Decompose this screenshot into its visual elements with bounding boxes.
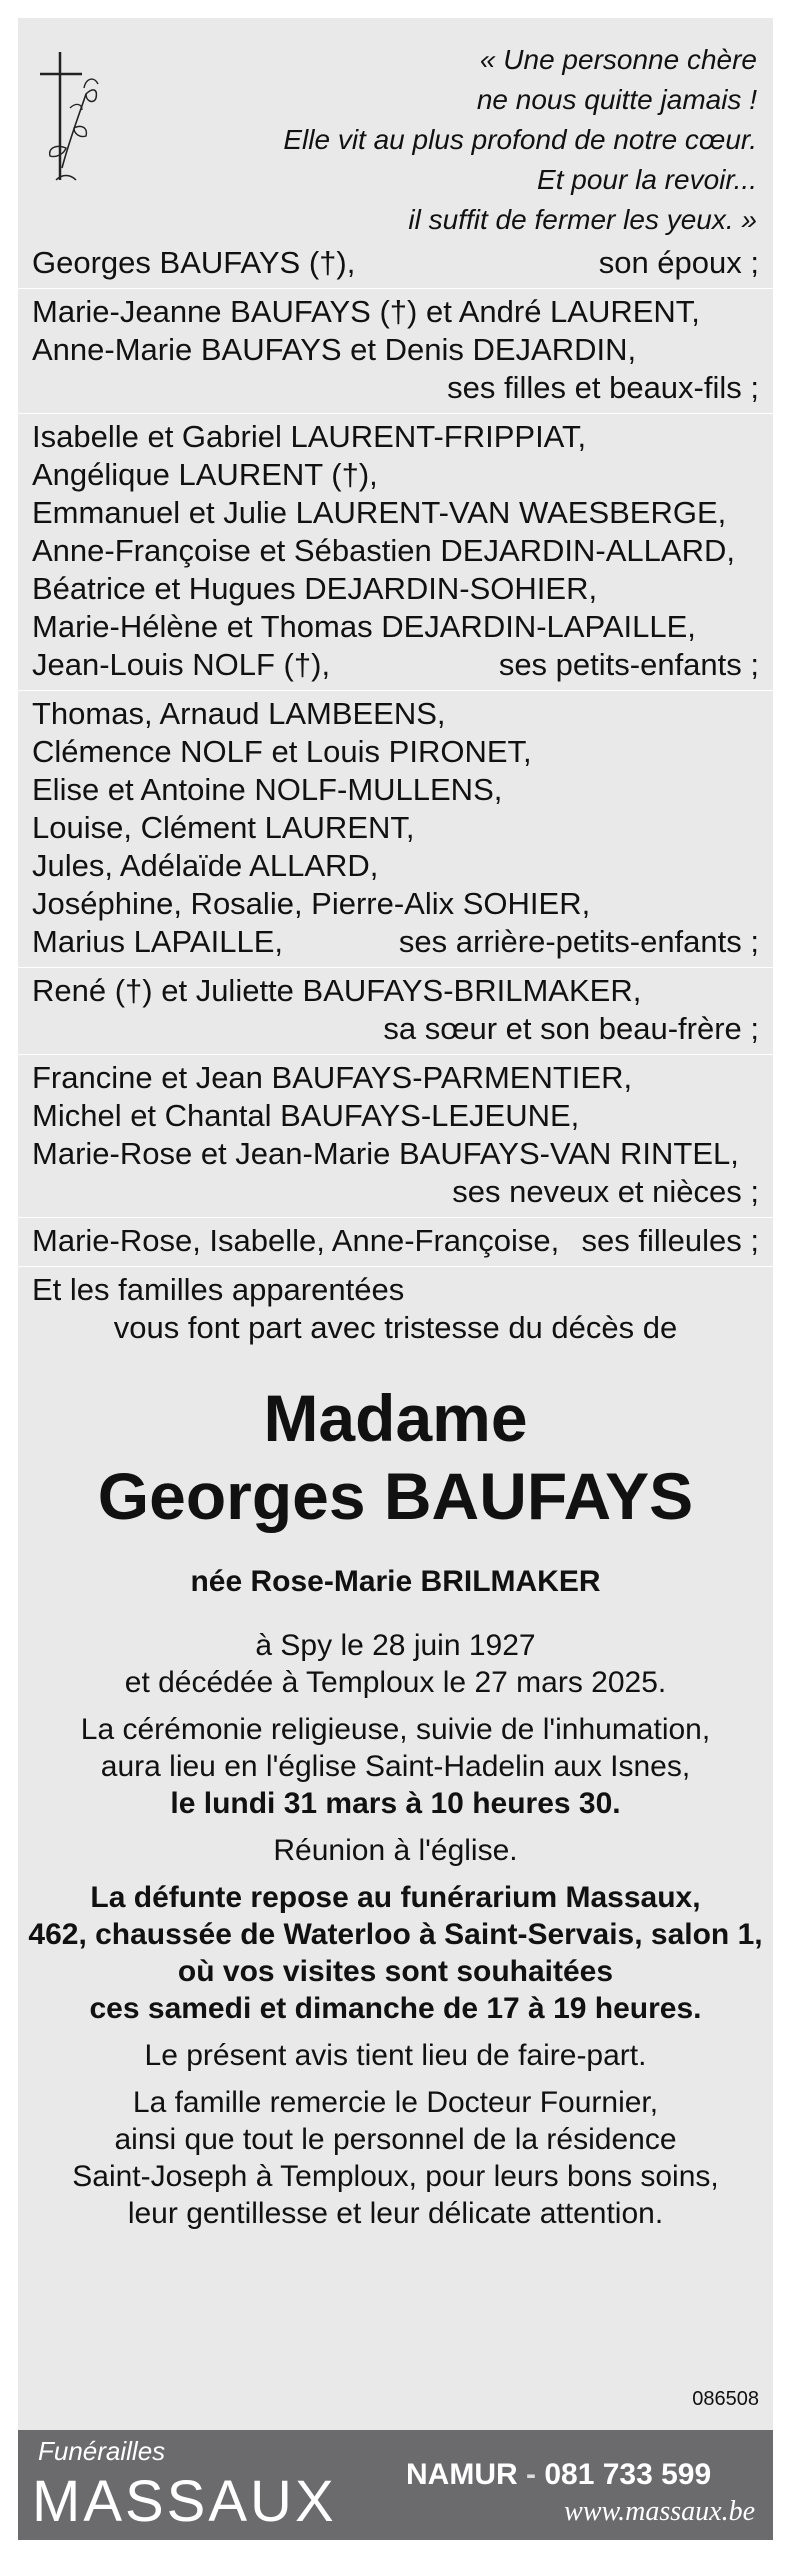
mourner-names: Jean-Louis NOLF (†), xyxy=(32,647,331,682)
detail-line: où vos visites sont souhaitées xyxy=(177,1955,614,1988)
relationship-label: ses filleules ; xyxy=(581,1223,759,1258)
spacer xyxy=(18,1701,773,1711)
mourner-line xyxy=(32,494,759,532)
relationship-label: ses petits-enfants ; xyxy=(498,647,759,682)
mourner-names: Clémence NOLF et Louis PIRONET, xyxy=(32,734,532,769)
spacer xyxy=(18,1822,773,1832)
reference-number: 086508 xyxy=(692,2388,759,2410)
detail-line: aura lieu en l'église Saint-Hadelin aux Isnes, xyxy=(100,1750,691,1783)
mourner-names: Joséphine, Rosalie, Pierre-Alix SOHIER, xyxy=(32,886,591,921)
spacer xyxy=(18,2074,773,2084)
mourner-names: Marie-Rose, Isabelle, Anne-Françoise, xyxy=(32,1223,560,1258)
family-group xyxy=(18,240,773,288)
obituary-notice xyxy=(18,18,773,2540)
mourners-list xyxy=(18,240,773,2232)
mourner-names: Emmanuel et Julie LAURENT-VAN WAESBERGE, xyxy=(32,495,727,530)
mourner-line xyxy=(32,809,759,847)
mourner-names: Angélique LAURENT (†), xyxy=(32,457,378,492)
mourner-line xyxy=(32,885,759,923)
detail-line: le lundi 31 mars à 10 heures 30. xyxy=(170,1787,621,1820)
funeral-home-footer xyxy=(18,2430,773,2540)
poem-line: « Une personne chère xyxy=(479,44,757,75)
relationship-label: sa sœur et son beau-frère ; xyxy=(383,1011,759,1046)
phone-number[interactable]: 081 733 599 xyxy=(544,2458,712,2491)
mourner-line xyxy=(32,532,759,570)
intro-announcement: vous font part avec tristesse du décès de xyxy=(113,1310,678,1345)
detail-line: à Spy le 28 juin 1927 xyxy=(255,1629,536,1662)
intro-line: Et les familles apparentées xyxy=(18,1266,773,1309)
mourner-line xyxy=(32,771,759,809)
detail-line: 462, chaussée de Waterloo à Saint-Servais, salon 1, xyxy=(28,1918,763,1951)
detail-line: ainsi que tout le personnel de la résidence xyxy=(114,2123,677,2156)
poem-line: il suffit de fermer les yeux. » xyxy=(408,204,757,235)
family-group xyxy=(18,413,773,690)
brand-logo: MASSAUX xyxy=(32,2469,337,2534)
mourner-names: Thomas, Arnaud LAMBEENS, xyxy=(32,696,446,731)
city: NAMUR xyxy=(406,2458,518,2491)
separator: - xyxy=(526,2458,536,2491)
mourner-line xyxy=(32,1097,759,1135)
mourner-line xyxy=(32,733,759,771)
mourner-names: Béatrice et Hugues DEJARDIN-SOHIER, xyxy=(32,571,598,606)
mourner-names: Marie-Jeanne BAUFAYS (†) et André LAURENT, xyxy=(32,294,700,329)
detail-line: Réunion à l'église. xyxy=(273,1834,518,1867)
brand-small: Funérailles xyxy=(38,2436,166,2466)
website-link[interactable]: www.massaux.be xyxy=(564,2496,755,2527)
family-group xyxy=(18,1054,773,1217)
detail-line: Saint-Joseph à Temploux, pour leurs bons soins, xyxy=(72,2160,719,2193)
mourner-line xyxy=(32,331,759,369)
mourner-names: Francine et Jean BAUFAYS-PARMENTIER, xyxy=(32,1060,633,1095)
mourner-names: Michel et Chantal BAUFAYS-LEJEUNE, xyxy=(32,1098,580,1133)
mourner-line xyxy=(32,972,759,1010)
mourner-names: Marie-Rose et Jean-Marie BAUFAYS-VAN RINTEL, xyxy=(32,1136,739,1171)
mourner-line xyxy=(32,695,759,733)
mourner-names: Anne-Françoise et Sébastien DEJARDIN-ALLARD, xyxy=(32,533,735,568)
detail-line: ces samedi et dimanche de 17 à 19 heures. xyxy=(89,1992,702,2025)
deceased-title: Madame xyxy=(263,1381,528,1455)
mourner-names: Louise, Clément LAURENT, xyxy=(32,810,415,845)
mourner-line xyxy=(32,418,759,456)
poem-line: ne nous quitte jamais ! xyxy=(476,84,757,115)
memorial-poem xyxy=(117,40,757,240)
mourner-names: Jules, Adélaïde ALLARD, xyxy=(32,848,379,883)
detail-line: et décédée à Temploux le 27 mars 2025. xyxy=(124,1666,667,1699)
deceased-name: Georges BAUFAYS xyxy=(97,1459,694,1533)
mourner-line xyxy=(32,608,759,646)
mourner-line xyxy=(32,244,759,282)
detail-line: La famille remercie le Docteur Fournier, xyxy=(132,2086,659,2119)
relationship-label: ses arrière-petits-enfants ; xyxy=(398,924,759,959)
relationship-label: son époux ; xyxy=(598,245,759,280)
spacer xyxy=(18,1869,773,1879)
family-group xyxy=(18,967,773,1054)
poem-line: Et pour la revoir... xyxy=(537,164,757,195)
family-group xyxy=(18,690,773,967)
detail-line: Le présent avis tient lieu de faire-part. xyxy=(144,2039,647,2072)
cross-with-flower-icon xyxy=(26,48,106,188)
maiden-name: née Rose-Marie BRILMAKER xyxy=(190,1565,601,1598)
mourner-line xyxy=(32,847,759,885)
mourner-line xyxy=(32,646,759,684)
spacer xyxy=(18,2027,773,2037)
mourner-names: Anne-Marie BAUFAYS et Denis DEJARDIN, xyxy=(32,332,637,367)
family-group xyxy=(18,1217,773,1266)
detail-line: La cérémonie religieuse, suivie de l'inhumation, xyxy=(80,1713,711,1746)
mourner-line xyxy=(32,293,759,331)
detail-line: La défunte repose au funérarium Massaux, xyxy=(90,1881,701,1914)
mourner-line xyxy=(32,570,759,608)
poem-line: Elle vit au plus profond de notre cœur. xyxy=(283,124,757,155)
mourner-line xyxy=(32,1135,759,1173)
mourner-names: Marius LAPAILLE, xyxy=(32,924,283,959)
mourner-line xyxy=(32,923,759,961)
mourner-names: René (†) et Juliette BAUFAYS-BRILMAKER, xyxy=(32,973,642,1008)
mourner-names: Georges BAUFAYS (†), xyxy=(32,245,356,280)
detail-line: leur gentillesse et leur délicate attention. xyxy=(127,2197,664,2230)
mourner-names: Marie-Hélène et Thomas DEJARDIN-LAPAILLE, xyxy=(32,609,696,644)
mourner-names: Elise et Antoine NOLF-MULLENS, xyxy=(32,772,503,807)
family-groups xyxy=(18,240,773,1266)
relationship-label: ses filles et beaux-fils ; xyxy=(447,370,759,405)
mourner-line xyxy=(32,1222,759,1260)
funeral-details xyxy=(18,1627,773,2232)
contact-line xyxy=(406,2458,711,2492)
mourner-line xyxy=(32,1059,759,1097)
mourner-line xyxy=(32,456,759,494)
family-group xyxy=(18,288,773,413)
mourner-names: Isabelle et Gabriel LAURENT-FRIPPIAT, xyxy=(32,419,587,454)
relationship-label: ses neveux et nièces ; xyxy=(452,1174,759,1209)
